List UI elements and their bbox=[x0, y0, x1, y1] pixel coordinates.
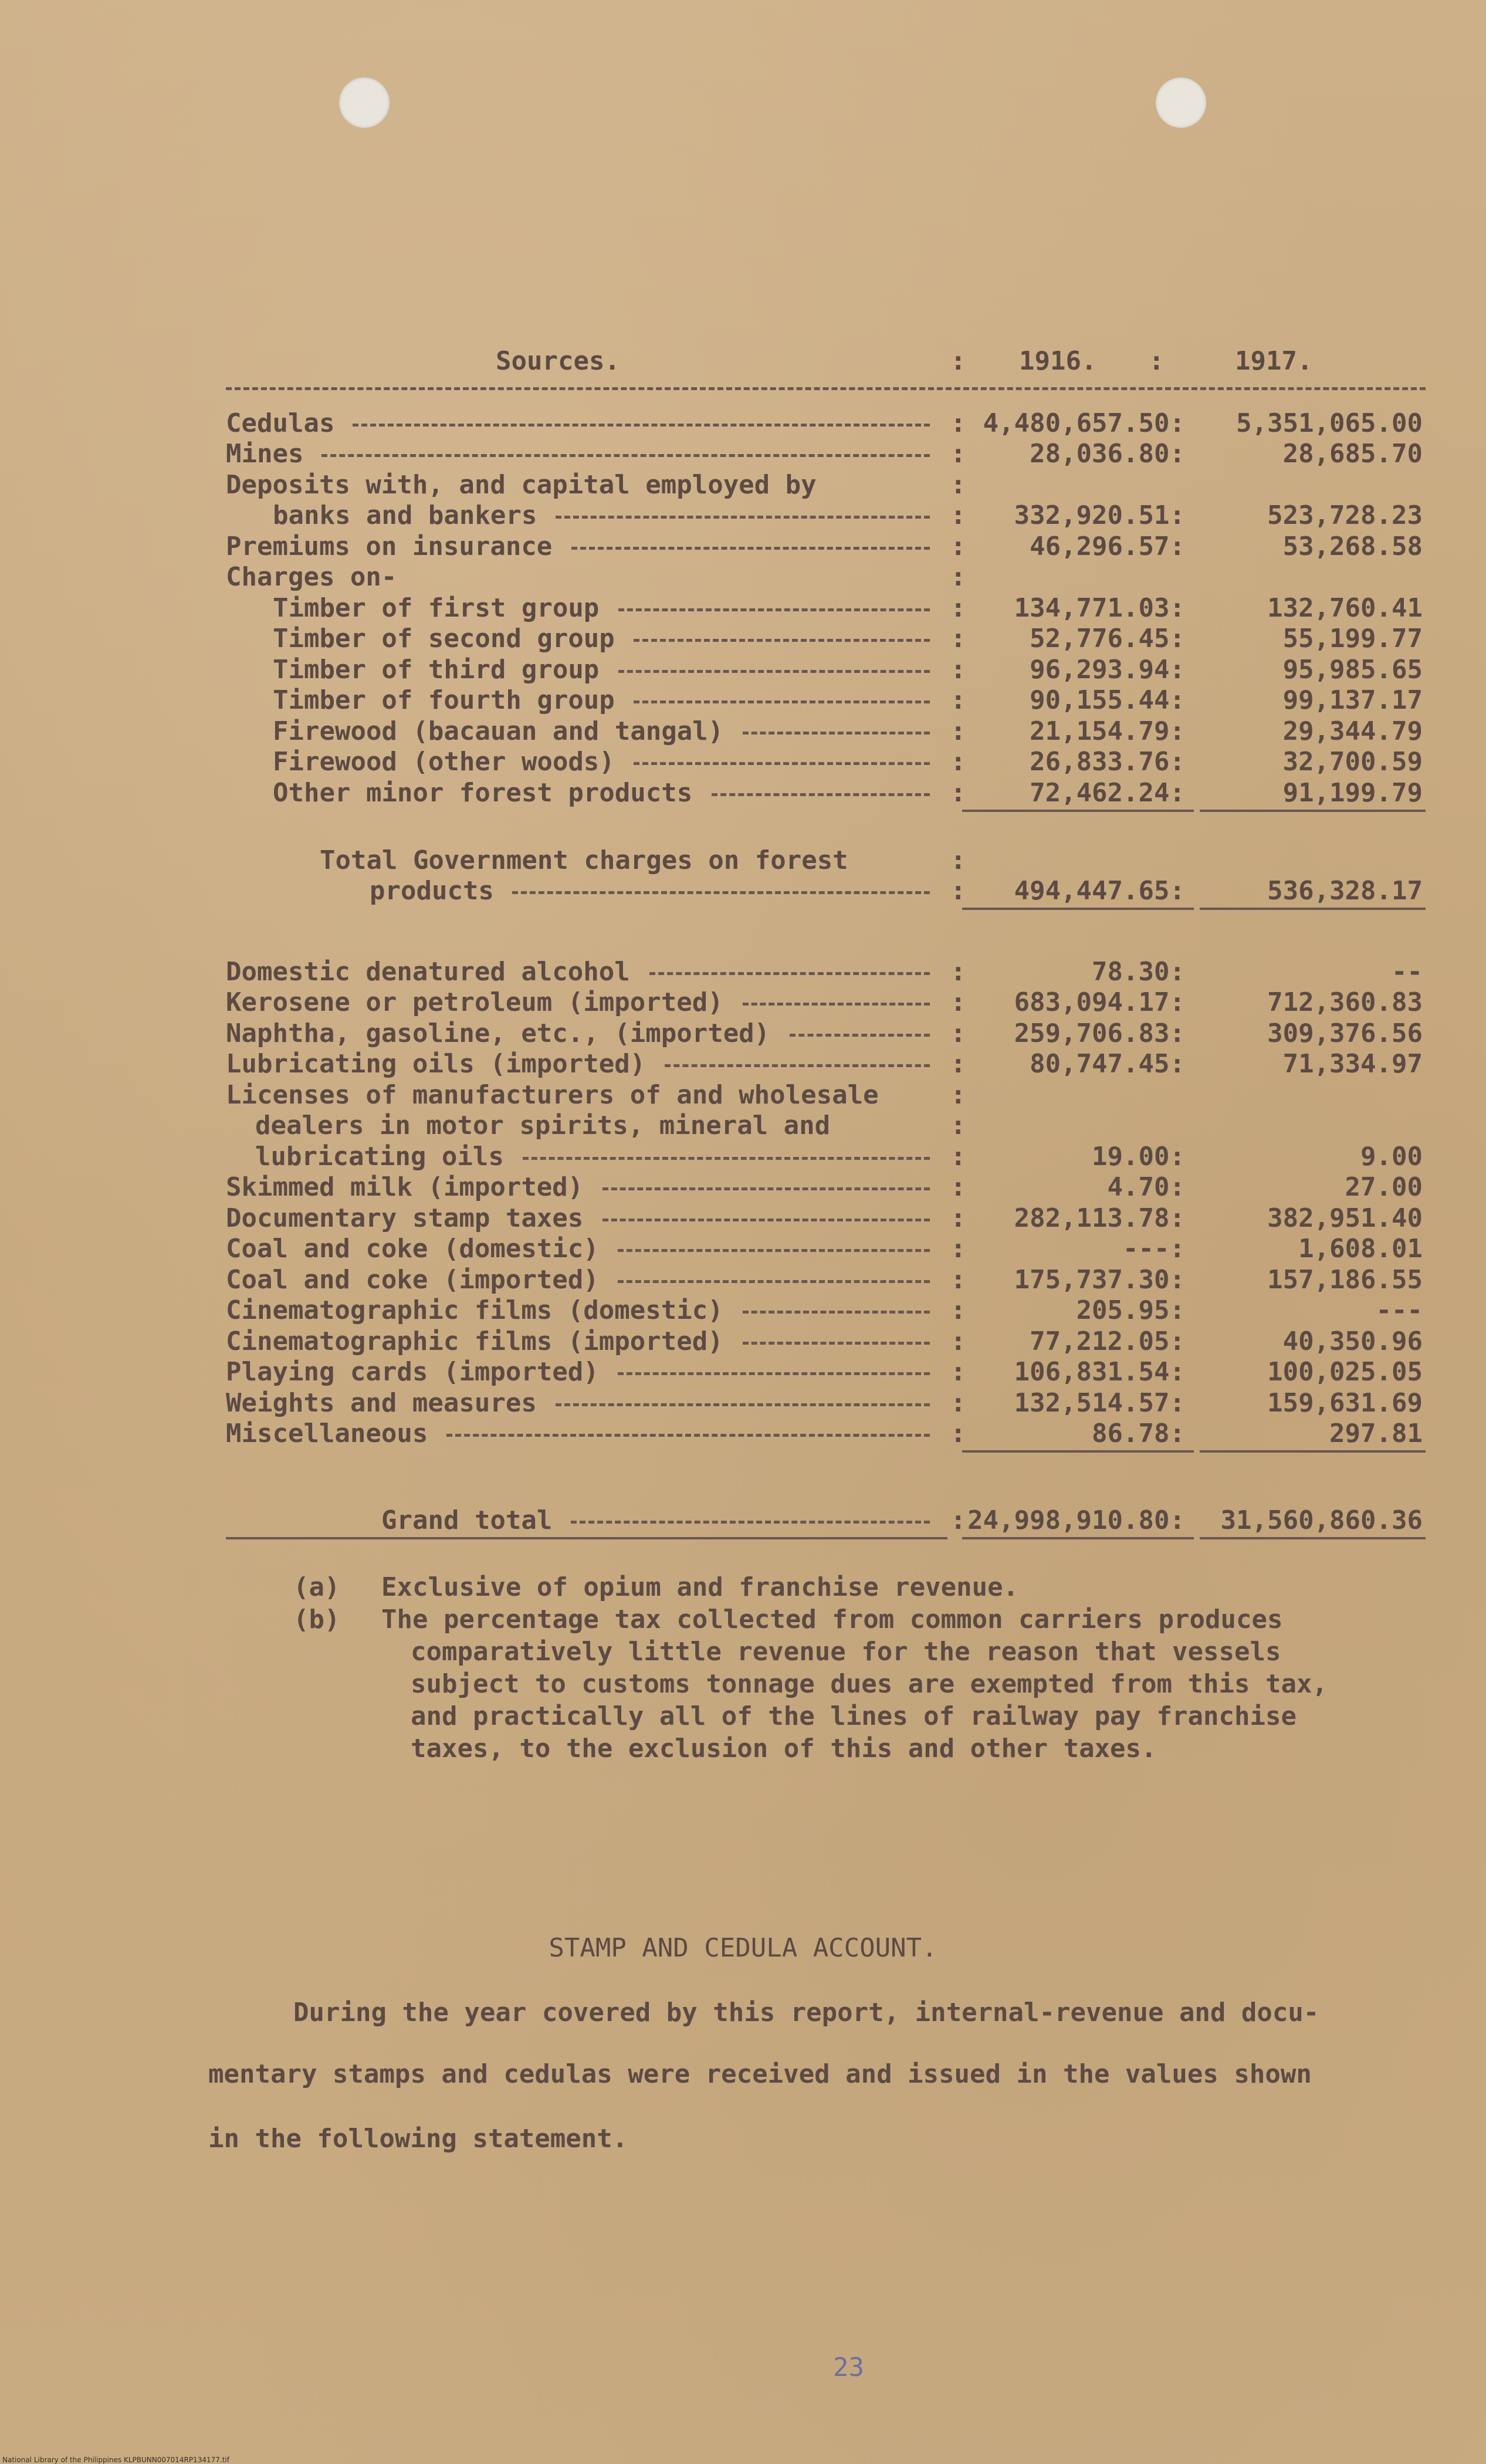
row-colon: : bbox=[950, 1203, 966, 1233]
row-label: Skimmed milk (imported) bbox=[226, 1172, 584, 1202]
row-value-1917: -- bbox=[1392, 957, 1423, 987]
row-colon: : bbox=[950, 500, 966, 530]
row-colon: : bbox=[950, 1172, 966, 1202]
row-value-1917: 132,760.41 bbox=[1267, 593, 1423, 623]
row-leader bbox=[571, 547, 930, 550]
subtotal-rule-1917 bbox=[1200, 1450, 1426, 1453]
note-b-line: subject to customs tonnage dues are exempted from this tax, bbox=[411, 1669, 1328, 1699]
row-value-1917: 27.00 bbox=[1345, 1172, 1423, 1202]
row-value-1916: 46,296.57: bbox=[1030, 532, 1185, 561]
row-leader bbox=[665, 1064, 930, 1067]
row-label: Domestic denatured alcohol bbox=[226, 957, 630, 987]
punch-hole-right bbox=[1156, 77, 1206, 128]
note-b-line: comparatively little revenue for the reason that vessels bbox=[411, 1637, 1281, 1667]
paragraph-line: in the following statement. bbox=[208, 2124, 628, 2154]
row-value-1916: 282,113.78: bbox=[1014, 1203, 1185, 1233]
row-value-1916: 24,998,910.80: bbox=[967, 1505, 1185, 1535]
note-a-marker: (a) bbox=[293, 1572, 340, 1602]
row-colon: : bbox=[950, 747, 966, 777]
row-colon: : bbox=[950, 1018, 966, 1048]
row-leader bbox=[618, 670, 930, 673]
row-label: Other minor forest products bbox=[273, 778, 693, 808]
row-value-1916: 332,920.51: bbox=[1014, 500, 1185, 530]
row-value-1916: 494,447.65: bbox=[1014, 876, 1185, 906]
row-colon: : bbox=[950, 1142, 966, 1172]
row-label: Timber of first group bbox=[273, 593, 600, 623]
header-rule bbox=[226, 387, 1426, 390]
row-colon: : bbox=[950, 439, 966, 469]
row-value-1916: 90,155.44: bbox=[1030, 685, 1185, 715]
row-leader bbox=[634, 639, 930, 642]
row-colon: : bbox=[950, 593, 966, 623]
row-colon: : bbox=[950, 845, 966, 875]
subtotal-rule-1916 bbox=[962, 810, 1194, 812]
row-value-1917: 9.00 bbox=[1360, 1142, 1423, 1172]
row-colon: : bbox=[950, 655, 966, 685]
row-leader bbox=[556, 1403, 930, 1406]
header-1916: 1916. bbox=[1019, 346, 1097, 376]
row-value-1916: 259,706.83: bbox=[1014, 1018, 1185, 1048]
row-label: dealers in motor spirits, mineral and bbox=[255, 1111, 831, 1140]
row-label: Timber of fourth group bbox=[273, 685, 615, 715]
row-leader bbox=[602, 1219, 930, 1221]
note-a-text: Exclusive of opium and franchise revenue. bbox=[381, 1572, 1019, 1602]
row-value-1917: 157,186.55 bbox=[1267, 1265, 1423, 1295]
row-value-1917: 5,351,065.00 bbox=[1236, 408, 1423, 438]
row-value-1917: 31,560,860.36 bbox=[1220, 1505, 1423, 1535]
row-colon: : bbox=[950, 470, 966, 500]
row-value-1917: 53,268.58 bbox=[1282, 532, 1423, 561]
row-label: Total Government charges on forest bbox=[320, 845, 848, 875]
row-label: Cedulas bbox=[226, 408, 335, 438]
row-colon: : bbox=[950, 408, 966, 438]
section-title: STAMP AND CEDULA ACCOUNT. bbox=[549, 1933, 937, 1963]
row-label: products bbox=[370, 876, 494, 906]
row-leader bbox=[712, 793, 930, 796]
header-colon-2: : bbox=[1149, 346, 1165, 376]
row-leader bbox=[618, 1280, 930, 1283]
row-leader bbox=[512, 891, 930, 894]
row-leader bbox=[556, 516, 930, 519]
row-value-1917: 99,137.17 bbox=[1282, 685, 1423, 715]
row-label: Lubricating oils (imported) bbox=[226, 1049, 646, 1079]
row-value-1917: 159,631.69 bbox=[1267, 1388, 1423, 1418]
row-colon: : bbox=[950, 1080, 966, 1110]
note-b-line: and practically all of the lines of railway pay franchise bbox=[411, 1701, 1297, 1731]
footer-caption: National Library of the Philippines KLPBUNN007014RP134177.tif bbox=[2, 2456, 229, 2464]
row-label: Grand total bbox=[381, 1505, 553, 1535]
row-leader bbox=[743, 732, 930, 735]
row-value-1917: --- bbox=[1376, 1295, 1423, 1325]
row-label: Timber of second group bbox=[273, 624, 615, 654]
row-label: Charges on- bbox=[226, 562, 397, 592]
row-label: Weights and measures bbox=[226, 1388, 537, 1418]
row-value-1917: 382,951.40 bbox=[1267, 1203, 1423, 1233]
row-label: Deposits with, and capital employed by bbox=[226, 470, 817, 500]
row-value-1916: 96,293.94: bbox=[1030, 655, 1185, 685]
row-leader bbox=[634, 762, 930, 765]
row-colon: : bbox=[950, 624, 966, 654]
subtotal-rule-1916 bbox=[962, 908, 1194, 910]
punch-hole-left bbox=[339, 77, 390, 128]
row-value-1917: 712,360.83 bbox=[1267, 987, 1423, 1017]
row-colon: : bbox=[950, 876, 966, 906]
row-value-1917: 40,350.96 bbox=[1282, 1326, 1423, 1356]
row-colon: : bbox=[950, 1419, 966, 1448]
row-label: Coal and coke (imported) bbox=[226, 1265, 599, 1295]
row-label: Miscellaneous bbox=[226, 1419, 428, 1448]
note-b-marker: (b) bbox=[293, 1605, 340, 1634]
row-value-1916: 4.70: bbox=[1107, 1172, 1185, 1202]
row-label: Kerosene or petroleum (imported) bbox=[226, 987, 723, 1017]
row-colon: : bbox=[950, 1357, 966, 1387]
row-colon: : bbox=[950, 987, 966, 1017]
row-value-1916: 28,036.80: bbox=[1030, 439, 1185, 469]
paragraph-line: During the year covered by this report, internal-revenue and docu- bbox=[293, 1998, 1319, 2028]
row-leader bbox=[743, 1342, 930, 1345]
row-colon: : bbox=[950, 1234, 966, 1264]
paragraph-line: mentary stamps and cedulas were received and issued in the values shown bbox=[208, 2059, 1312, 2089]
header-colon-1: : bbox=[950, 346, 966, 376]
subtotal-rule-1917 bbox=[1200, 1537, 1426, 1539]
grand-total-rule bbox=[226, 1537, 947, 1539]
subtotal-rule-1917 bbox=[1200, 810, 1426, 812]
row-leader bbox=[523, 1157, 930, 1160]
header-1917: 1917. bbox=[1235, 346, 1313, 376]
row-value-1917: 1,608.01 bbox=[1298, 1234, 1423, 1264]
row-value-1917: 95,985.65 bbox=[1282, 655, 1423, 685]
row-value-1916: 205.95: bbox=[1076, 1295, 1185, 1325]
row-label: lubricating oils bbox=[255, 1142, 504, 1172]
row-leader bbox=[743, 1003, 930, 1006]
row-colon: : bbox=[950, 1265, 966, 1295]
row-colon: : bbox=[950, 957, 966, 987]
subtotal-rule-1917 bbox=[1200, 908, 1426, 910]
row-value-1916: 80,747.45: bbox=[1030, 1049, 1185, 1079]
row-value-1917: 536,328.17 bbox=[1267, 876, 1423, 906]
row-colon: : bbox=[950, 685, 966, 715]
header-sources: Sources. bbox=[496, 346, 620, 376]
row-colon: : bbox=[950, 1049, 966, 1079]
row-colon: : bbox=[950, 1505, 966, 1535]
page-number: 23 bbox=[833, 2353, 864, 2382]
row-label: Naphtha, gasoline, etc., (imported) bbox=[226, 1018, 770, 1048]
row-label: Licenses of manufacturers of and wholesale bbox=[226, 1080, 879, 1110]
row-label: Timber of third group bbox=[273, 655, 600, 685]
row-value-1916: 77,212.05: bbox=[1030, 1326, 1185, 1356]
row-value-1916: ---: bbox=[1123, 1234, 1185, 1264]
row-value-1916: 26,833.76: bbox=[1030, 747, 1185, 777]
row-label: Playing cards (imported) bbox=[226, 1357, 599, 1387]
row-value-1917: 309,376.56 bbox=[1267, 1018, 1423, 1048]
row-colon: : bbox=[950, 562, 966, 592]
row-value-1916: 132,514.57: bbox=[1014, 1388, 1185, 1418]
row-leader bbox=[446, 1434, 930, 1437]
row-leader bbox=[634, 700, 930, 703]
row-label: Documentary stamp taxes bbox=[226, 1203, 584, 1233]
row-label: Mines bbox=[226, 439, 304, 469]
row-colon: : bbox=[950, 716, 966, 746]
row-value-1916: 19.00: bbox=[1092, 1142, 1185, 1172]
row-leader bbox=[321, 454, 930, 457]
row-colon: : bbox=[950, 1111, 966, 1140]
row-label: Premiums on insurance bbox=[226, 532, 553, 561]
row-value-1917: 91,199.79 bbox=[1282, 778, 1423, 808]
row-label: Cinematographic films (domestic) bbox=[226, 1295, 723, 1325]
row-leader bbox=[743, 1311, 930, 1314]
row-value-1917: 71,334.97 bbox=[1282, 1049, 1423, 1079]
row-value-1916: 78.30: bbox=[1092, 957, 1185, 987]
row-leader bbox=[649, 972, 930, 975]
row-value-1917: 523,728.23 bbox=[1267, 500, 1423, 530]
row-colon: : bbox=[950, 1326, 966, 1356]
row-colon: : bbox=[950, 1295, 966, 1325]
row-label: Firewood (bacauan and tangal) bbox=[273, 716, 724, 746]
row-leader bbox=[353, 424, 930, 427]
row-leader bbox=[602, 1187, 930, 1190]
row-leader bbox=[571, 1521, 930, 1524]
row-label: Cinematographic films (imported) bbox=[226, 1326, 723, 1356]
note-b-line: taxes, to the exclusion of this and other taxes. bbox=[411, 1734, 1157, 1764]
subtotal-rule-1916 bbox=[962, 1450, 1194, 1453]
row-value-1916: 683,094.17: bbox=[1014, 987, 1185, 1017]
row-colon: : bbox=[950, 778, 966, 808]
row-value-1917: 55,199.77 bbox=[1282, 624, 1423, 654]
row-leader bbox=[790, 1034, 930, 1037]
row-colon: : bbox=[950, 532, 966, 561]
row-value-1917: 28,685.70 bbox=[1282, 439, 1423, 469]
row-value-1916: 175,737.30: bbox=[1014, 1265, 1185, 1295]
row-value-1916: 4,480,657.50: bbox=[983, 408, 1185, 438]
row-leader bbox=[618, 608, 930, 611]
row-label: Firewood (other woods) bbox=[273, 747, 615, 777]
row-value-1917: 100,025.05 bbox=[1267, 1357, 1423, 1387]
row-value-1916: 134,771.03: bbox=[1014, 593, 1185, 623]
row-value-1917: 32,700.59 bbox=[1282, 747, 1423, 777]
row-label: Coal and coke (domestic) bbox=[226, 1234, 599, 1264]
row-leader bbox=[618, 1249, 930, 1252]
subtotal-rule-1916 bbox=[962, 1537, 1194, 1539]
row-leader bbox=[618, 1372, 930, 1375]
row-value-1916: 72,462.24: bbox=[1030, 778, 1185, 808]
row-value-1916: 106,831.54: bbox=[1014, 1357, 1185, 1387]
row-label: banks and bankers bbox=[273, 500, 537, 530]
row-colon: : bbox=[950, 1388, 966, 1418]
row-value-1917: 297.81 bbox=[1329, 1419, 1423, 1448]
row-value-1916: 86.78: bbox=[1092, 1419, 1185, 1448]
row-value-1916: 52,776.45: bbox=[1030, 624, 1185, 654]
row-value-1917: 29,344.79 bbox=[1282, 716, 1423, 746]
row-value-1916: 21,154.79: bbox=[1030, 716, 1185, 746]
note-b-line: The percentage tax collected from common carriers produces bbox=[381, 1605, 1283, 1634]
